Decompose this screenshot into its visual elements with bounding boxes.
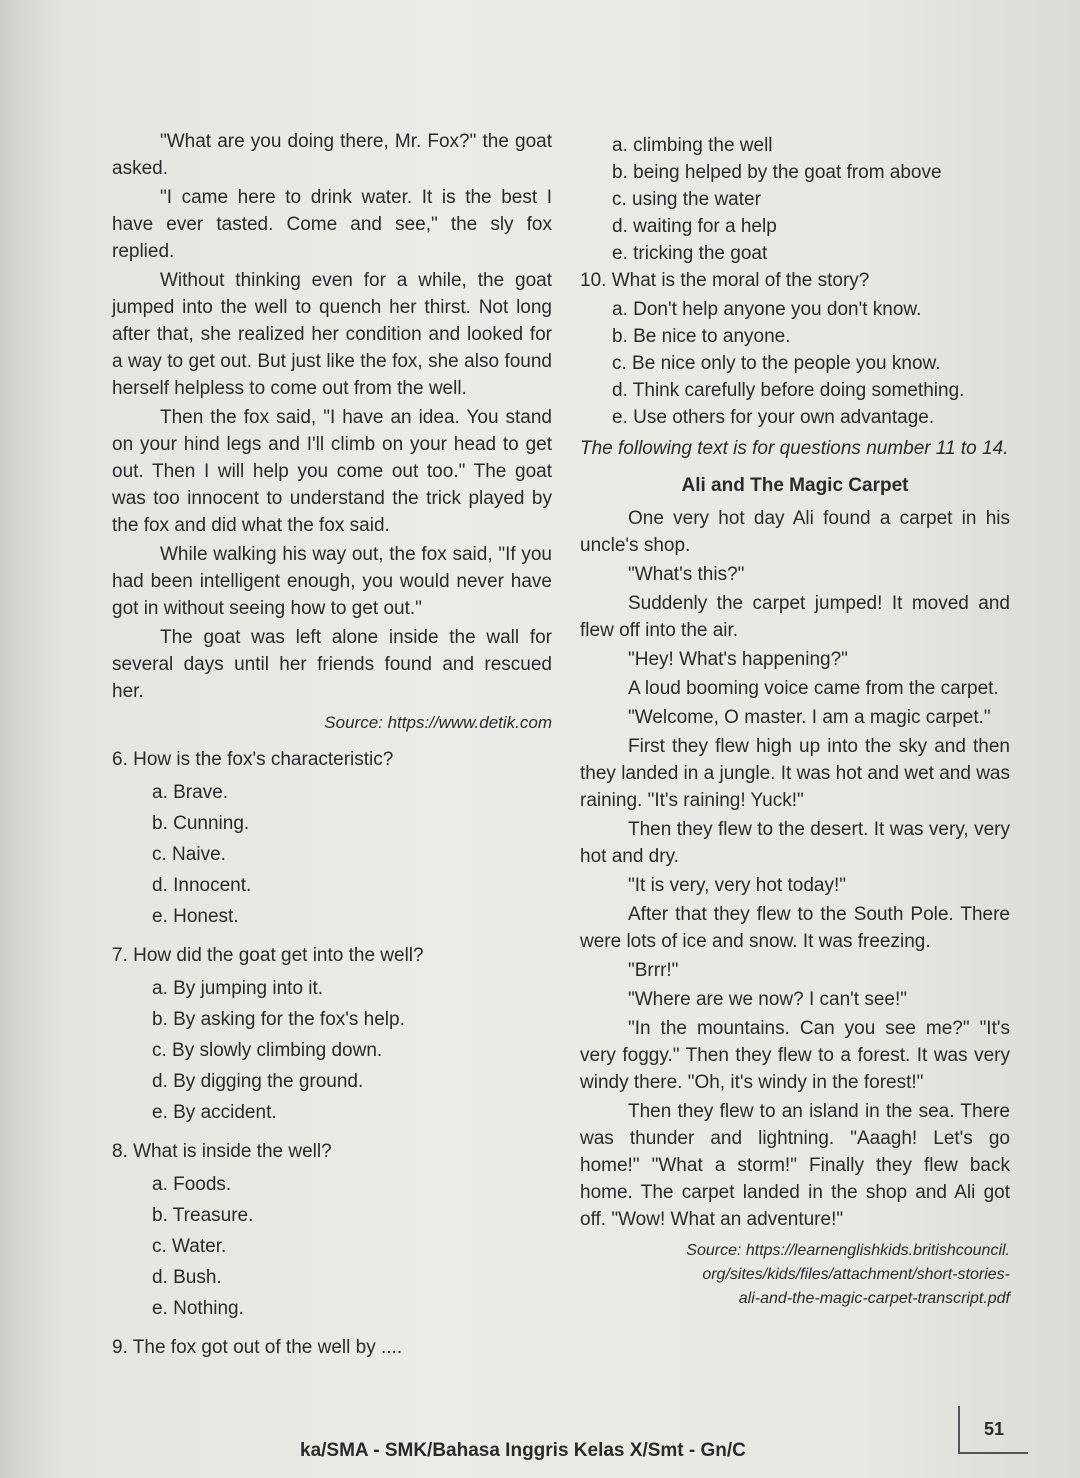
answer-option: d. Innocent. xyxy=(152,875,252,896)
source-line: Source: https://learnenglishkids.britishcouncil. xyxy=(686,1242,1010,1259)
question-text: 7. How did the goat get into the well? xyxy=(112,945,424,966)
answer-option: e. Honest. xyxy=(152,906,239,927)
source-line: org/sites/kids/files/attachment/short-stories- xyxy=(702,1266,1010,1283)
answer-option: b. Treasure. xyxy=(152,1205,254,1226)
text-intro: The following text is for questions number 11 to 14. xyxy=(580,438,1009,459)
question-text: 9. The fox got out of the well by .... xyxy=(112,1337,403,1358)
answer-option: d. Bush. xyxy=(152,1267,222,1288)
question-7 xyxy=(112,942,552,1128)
question-9 xyxy=(112,1334,552,1361)
story-paragraph: One very hot day Ali found a carpet in his uncle's shop. xyxy=(580,508,1010,556)
answer-option: b. By asking for the fox's help. xyxy=(152,1009,405,1030)
answer-option: d. Think carefully before doing something. xyxy=(612,380,965,401)
story-title: Ali and The Magic Carpet xyxy=(681,475,909,496)
answer-option: c. Naive. xyxy=(152,844,226,865)
answer-option: e. By accident. xyxy=(152,1102,277,1123)
answer-option: c. Be nice only to the people you know. xyxy=(612,353,941,374)
question-text: 6. How is the fox's characteristic? xyxy=(112,749,394,770)
answer-option: a. Brave. xyxy=(152,782,229,803)
story-paragraph: Then they flew to an island in the sea. There was thunder and lightning. "Aaagh! Let's go home!" "What a storm!" Finally they flew back home. The carpet landed in the shop and Ali got off. "Wow! What an adventure!" xyxy=(580,1101,1010,1230)
question-text: 8. What is inside the well? xyxy=(112,1141,332,1162)
answer-option: b. Cunning. xyxy=(152,813,250,834)
answer-option: b. being helped by the goat from above xyxy=(612,162,942,183)
story-paragraph: "I came here to drink water. It is the best I have ever tasted. Come and see," the sly fox replied. xyxy=(112,187,552,262)
question-6 xyxy=(112,746,552,932)
story-paragraph: "Hey! What's happening?" xyxy=(628,649,848,670)
story-paragraph: "What are you doing there, Mr. Fox?" the goat asked. xyxy=(112,131,552,179)
question-9-options xyxy=(612,132,1010,267)
answer-option: b. Be nice to anyone. xyxy=(612,326,791,347)
story-paragraph: First they flew high up into the sky and then they landed in a jungle. It was hot and wet and was raining. "It's raining! Yuck!" xyxy=(580,736,1010,811)
answer-option: a. Foods. xyxy=(152,1174,232,1195)
answer-option: a. climbing the well xyxy=(612,135,773,156)
story-paragraph: "Where are we now? I can't see!" xyxy=(628,989,908,1010)
story-paragraph: A loud booming voice came from the carpet. xyxy=(628,678,999,699)
left-column xyxy=(112,128,552,1361)
story-source xyxy=(580,1239,1010,1311)
page-footer: ka/SMA - SMK/Bahasa Inggris Kelas X/Smt - Gn/C xyxy=(300,1440,746,1461)
answer-option: c. using the water xyxy=(612,189,761,210)
answer-option: e. tricking the goat xyxy=(612,243,768,264)
question-text: 10. What is the moral of the story? xyxy=(580,270,870,291)
story-paragraph: "In the mountains. Can you see me?" "It's very foggy." Then they flew to a forest. It was very windy there. "Oh, it's windy in the forest!" xyxy=(580,1018,1010,1093)
answer-option: e. Use others for your own advantage. xyxy=(612,407,935,428)
answer-option: a. Don't help anyone you don't know. xyxy=(612,299,922,320)
page-number: 51 xyxy=(958,1406,1028,1454)
answer-option: d. By digging the ground. xyxy=(152,1071,364,1092)
answer-option: e. Nothing. xyxy=(152,1298,244,1319)
answer-option: c. By slowly climbing down. xyxy=(152,1040,383,1061)
story-paragraph: Then the fox said, "I have an idea. You stand on your hind legs and I'll climb on your head to get out. Then I will help you come out too." The goat was too innocent to understand the trick played by the fox and did what the fox said. xyxy=(112,407,552,536)
story-paragraph: Then they flew to the desert. It was very, very hot and dry. xyxy=(580,819,1010,867)
story-paragraph: "What's this?" xyxy=(628,564,745,585)
source-line: ali-and-the-magic-carpet-transcript.pdf xyxy=(738,1290,1010,1307)
question-10 xyxy=(580,267,1010,431)
question-8 xyxy=(112,1138,552,1324)
story-paragraph: After that they flew to the South Pole. There were lots of ice and snow. It was freezing. xyxy=(580,904,1010,952)
story-paragraph: "It is very, very hot today!" xyxy=(628,875,846,896)
story-paragraph: Suddenly the carpet jumped! It moved and flew off into the air. xyxy=(580,593,1010,641)
story-source: Source: https://www.detik.com xyxy=(324,713,552,732)
answer-option: c. Water. xyxy=(152,1236,227,1257)
answer-option: a. By jumping into it. xyxy=(152,978,324,999)
right-column xyxy=(580,130,1010,1311)
story-paragraph: While walking his way out, the fox said, "If you had been intelligent enough, you would never have got in without seeing how to get out." xyxy=(112,544,552,619)
story-paragraph: The goat was left alone inside the wall for several days until her friends found and rescued her. xyxy=(112,627,552,702)
story-paragraph: "Brrr!" xyxy=(628,960,679,981)
answer-option: d. waiting for a help xyxy=(612,216,777,237)
story-paragraph: "Welcome, O master. I am a magic carpet." xyxy=(628,707,991,728)
story-paragraph: Without thinking even for a while, the goat jumped into the well to quench her thirst. Not long after that, she realized her condition and looked for a way to get out. But just like the fox, she also found herself helpless to come out from the well. xyxy=(112,270,552,399)
